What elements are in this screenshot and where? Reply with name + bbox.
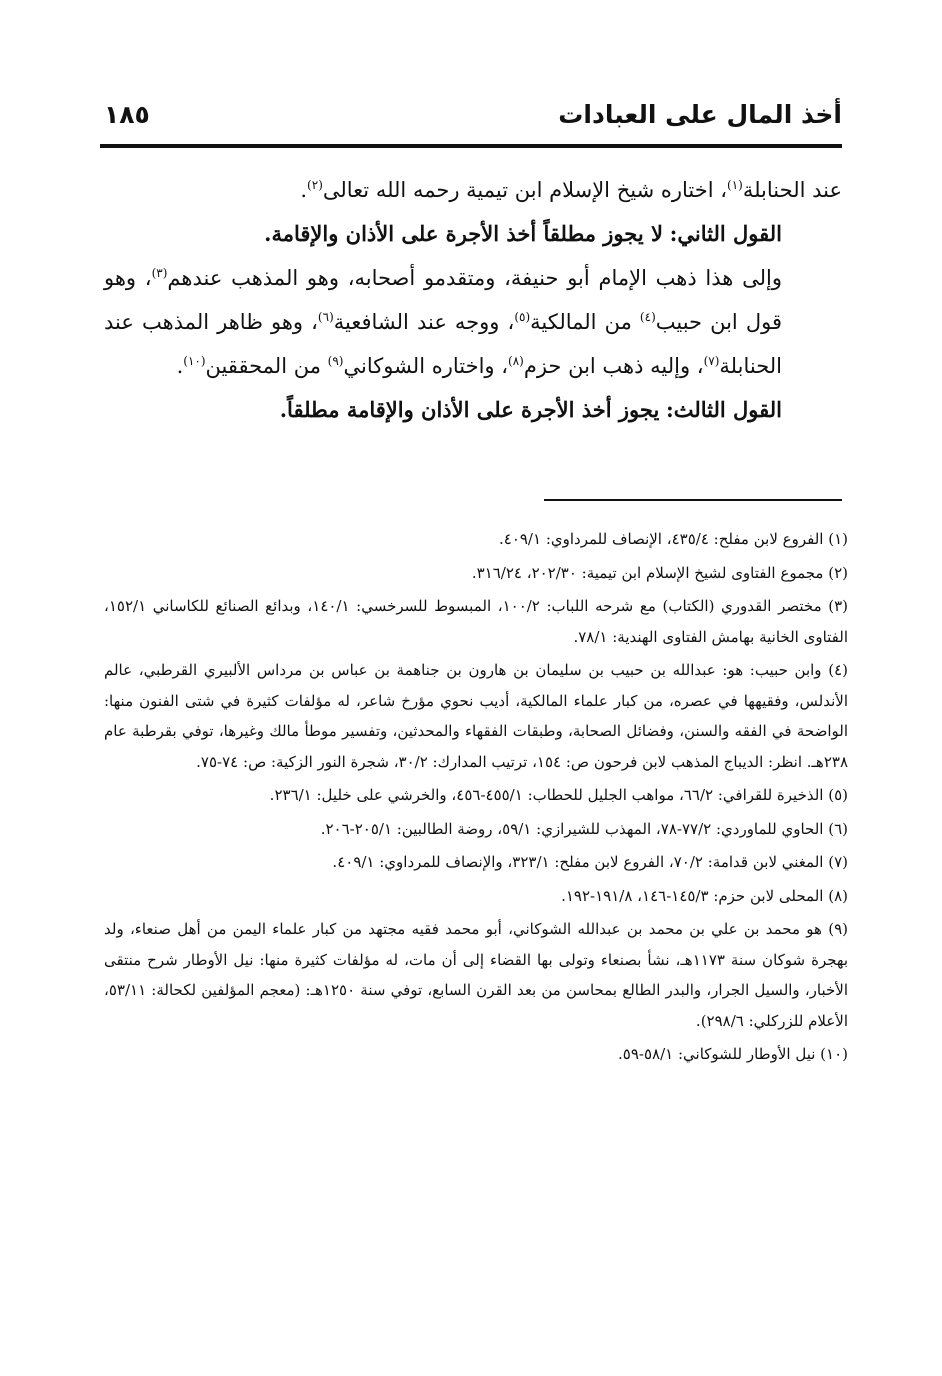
p3-text-b: ، وهو قول ابن حبيب xyxy=(104,266,782,334)
p1-end: . xyxy=(300,178,308,202)
footnote-ref-9: (٩) xyxy=(327,354,344,368)
p3-text-g: ، واختاره الشوكاني xyxy=(343,354,509,378)
footnote-5: (٥) الذخيرة للقرافي: ٦٦/٢، مواهب الجليل للحطاب: ٤٥٥/١-٤٥٦، والخرشي على خليل: ٢٣٦/١. xyxy=(269,786,848,804)
footnote-ref-3: (٣) xyxy=(151,266,168,280)
p3-text-h: من المحققين xyxy=(205,354,321,378)
footnote-ref-2: (٢) xyxy=(307,178,323,192)
running-title: أخذ المال على العبادات xyxy=(558,100,842,129)
paragraph-3 xyxy=(104,256,842,388)
header-rule xyxy=(100,144,842,148)
third-opinion-label: القول الثالث: xyxy=(665,397,782,422)
footnote-2: (٢) مجموع الفتاوى لشيخ الإسلام ابن تيمية: ٢٠٢/٣٠، ٣١٦/٢٤. xyxy=(471,563,848,582)
p3-text-a: وإلى هذا ذهب الإمام أبو حنيفة، ومتقدمو أصحابه، وهو المذهب عندهم xyxy=(167,266,782,290)
footnote-7: (٧) المغني لابن قدامة: ٧٠/٢، الفروع لابن مفلح: ٣٢٣/١، والإنصاف للمرداوي: ٤٠٩/١. xyxy=(332,853,848,871)
third-opinion-text: يجوز أخذ الأجرة على الأذان والإقامة مطلقاً. xyxy=(279,397,660,422)
p3-text-f: ، وإليه ذهب ابن حزم xyxy=(523,354,704,378)
footnote-separator xyxy=(544,499,842,501)
p1-text-a: عند الحنابلة xyxy=(742,178,842,202)
p3-text-c: من المالكية xyxy=(530,310,632,334)
footnote-3: (٣) مختصر القدوري (الكتاب) مع شرحه اللباب: ١٠٠/٢، المبسوط للسرخسي: ١٤٠/١، وبدائع الصنائع للكاساني ١٥٢/١، الفتاوى الخانية بهامش الفتاوى الهندية: ٧٨/١. xyxy=(104,597,848,646)
second-opinion-text: لا يجوز مطلقاً أخذ الأجرة على الأذان والإقامة. xyxy=(264,221,663,246)
page-number: ١٨٥ xyxy=(104,100,150,129)
footnotes xyxy=(104,524,848,1073)
paragraph-4 xyxy=(104,388,842,432)
footnote-9: (٩) هو محمد بن علي بن محمد بن عبدالله الشوكاني، أبو محمد فقيه مجتهد من كبار علماء اليمن من أهل صنعاء، ولد بهجرة شوكان سنة ١١٧٣هـ، نشأ بصنعاء وتولى بها القضاء إلى أن مات، له مؤلفات كثيرة منها: نيل الأوطار شرح منتقى الأخبار، والسيل الجرار، والبدر الطالع بمحاسن من بعد القرن السابع، توفي سنة ١٢٥٠هـ: (معجم المؤلفين لكحالة: ٥٣/١١، الأعلام للزركلي: ٢٩٨/٦). xyxy=(104,920,848,1030)
paragraph-2 xyxy=(104,212,842,256)
footnote-ref-5: (٥) xyxy=(514,310,531,324)
footnote-ref-7: (٧) xyxy=(703,354,720,368)
footnote-ref-6: (٦) xyxy=(317,310,334,324)
main-text xyxy=(104,168,842,432)
footnote-1: (١) الفروع لابن مفلح: ٤٣٥/٤، الإنصاف للمرداوي: ٤٠٩/١. xyxy=(498,530,848,548)
footnote-ref-4: (٤) xyxy=(639,310,656,324)
p3-text-e: ، وهو ظاهر المذهب عند الحنابلة xyxy=(104,310,782,378)
page-header xyxy=(100,92,842,138)
p3-end: . xyxy=(176,354,184,378)
second-opinion-label: القول الثاني: xyxy=(669,221,782,246)
paragraph-1 xyxy=(104,168,842,212)
footnote-8: (٨) المحلى لابن حزم: ١٤٥/٣-١٤٦، ١٩١/٨-١٩٢. xyxy=(561,886,848,905)
p1-text-b: ، اختاره شيخ الإسلام ابن تيمية رحمه الله تعالى xyxy=(322,178,728,202)
footnote-ref-8: (٨) xyxy=(508,354,524,368)
footnote-ref-1: (١) xyxy=(727,178,743,192)
footnote-ref-10: (١٠) xyxy=(183,354,206,368)
footnote-4: (٤) وابن حبيب: هو: عبدالله بن حبيب بن سليمان بن هارون بن جناهمة بن عباس بن مرداس الألبيري القرطبي، عالم الأندلس، وفقيهها في عصره، من كبار علماء المالكية، أديب نحوي مؤرخ شاعر، له مؤلفات كثيرة في شتى الفنون منها: الواضحة في الفقه والسنن، وفضائل الصحابة، وطبقات الفقهاء والمحدثين، وتفسير موطأ مالك وغيرها، توفي بقرطبة عام ٢٣٨هـ. انظر: الديباج المذهب لابن فرحون ص: ١٥٤، ترتيب المدارك: ٣٠/٢، شجرة النور الزكية: ص: ٧٤-٧٥. xyxy=(104,661,848,771)
footnote-10: (١٠) نيل الأوطار للشوكاني: ٥٨/١-٥٩. xyxy=(617,1045,848,1063)
p3-text-d: ، ووجه عند الشافعية xyxy=(333,310,515,334)
footnote-6: (٦) الحاوي للماوردي: ٧٧/٢-٧٨، المهذب للشيرازي: ٥٩/١، روضة الطالبين: ٢٠٥/١-٢٠٦. xyxy=(320,819,848,838)
